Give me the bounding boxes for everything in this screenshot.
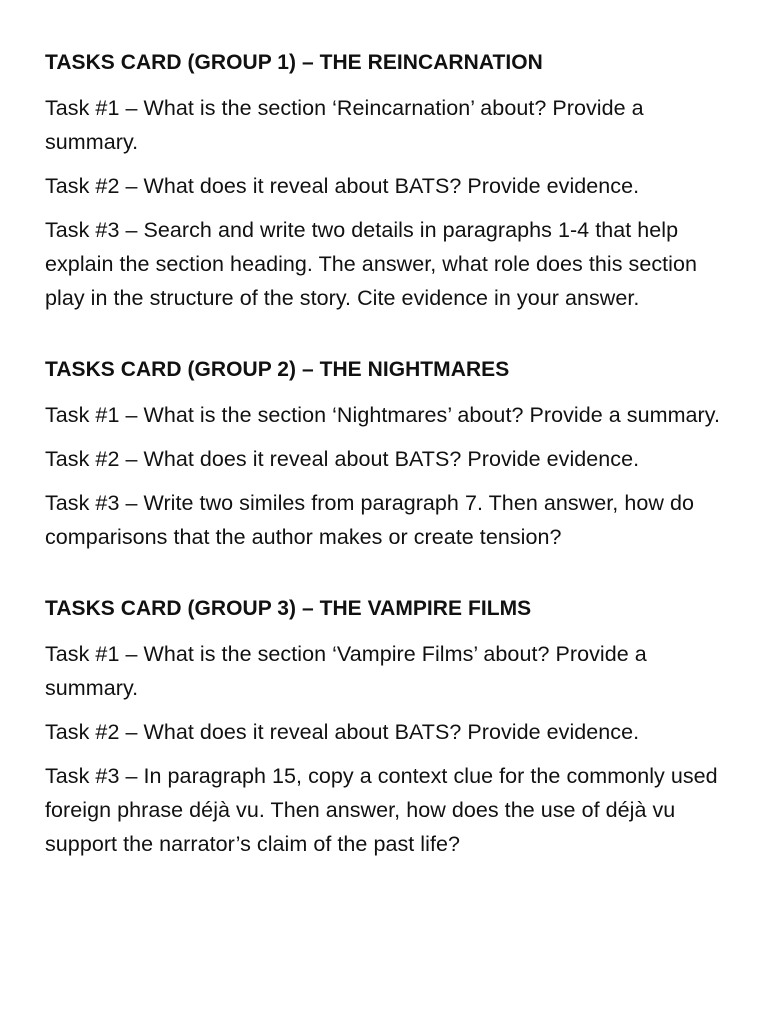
task-1: Task #1 – What is the section ‘Reincarnation’ about? Provide a summary. bbox=[45, 96, 644, 154]
card-title: TASKS CARD (GROUP 1) – THE REINCARNATION bbox=[45, 51, 543, 74]
task-card-group-2 bbox=[45, 355, 735, 554]
document-page bbox=[45, 48, 735, 861]
card-title: TASKS CARD (GROUP 3) – THE VAMPIRE FILMS bbox=[45, 597, 532, 620]
task-card-group-3 bbox=[45, 594, 735, 861]
task-3: Task #3 – In paragraph 15, copy a context clue for the commonly used foreign phrase déjà vu. Then answer, how does the use of déjà vu support the narrator’s claim of the past life? bbox=[45, 764, 718, 856]
task-1: Task #1 – What is the section ‘Vampire Films’ about? Provide a summary. bbox=[45, 642, 647, 700]
task-card-group-1 bbox=[45, 48, 735, 315]
task-2: Task #2 – What does it reveal about BATS? Provide evidence. bbox=[45, 720, 640, 744]
task-2: Task #2 – What does it reveal about BATS? Provide evidence. bbox=[45, 447, 640, 471]
task-3: Task #3 – Write two similes from paragraph 7. Then answer, how do comparisons that the author makes or create tension? bbox=[45, 491, 694, 549]
task-1: Task #1 – What is the section ‘Nightmares’ about? Provide a summary. bbox=[45, 403, 720, 427]
card-title: TASKS CARD (GROUP 2) – THE NIGHTMARES bbox=[45, 358, 510, 381]
task-3: Task #3 – Search and write two details in paragraphs 1-4 that help explain the section heading. The answer, what role does this section play in the structure of the story. Cite evidence in your answer. bbox=[45, 218, 697, 310]
task-2: Task #2 – What does it reveal about BATS? Provide evidence. bbox=[45, 174, 640, 198]
